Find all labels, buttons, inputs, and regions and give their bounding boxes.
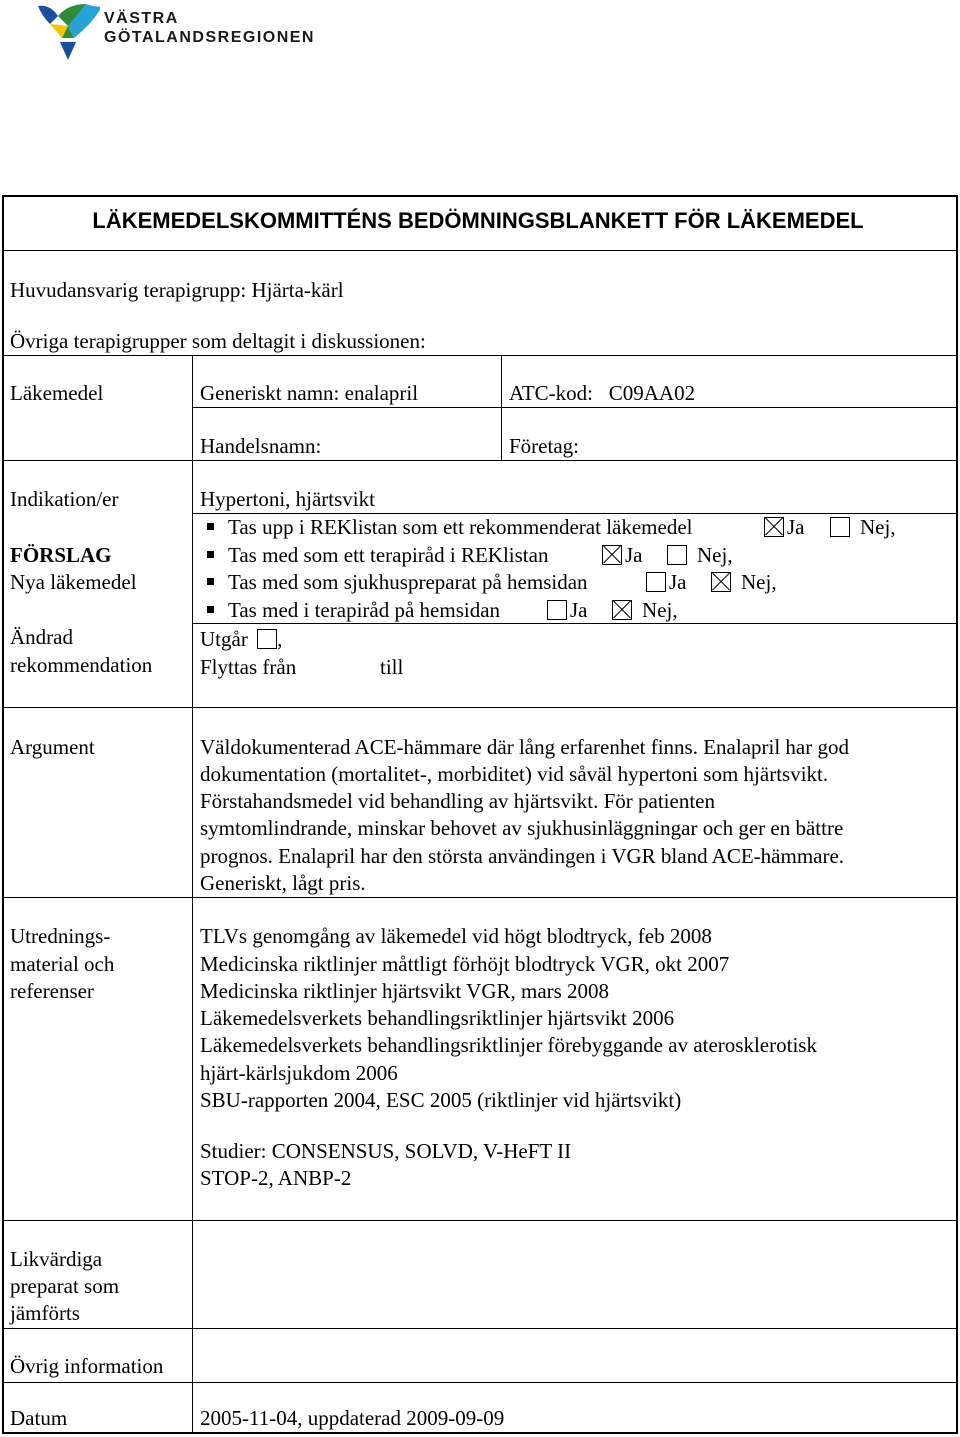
references-label-3: referenser	[10, 979, 94, 1003]
checkbox-nej[interactable]	[667, 545, 687, 565]
divider	[2, 355, 958, 356]
date-label: Datum	[10, 1406, 68, 1430]
reference-line: hjärt-kärlsjukdom 2006	[200, 1061, 398, 1085]
argument-line: prognos. Enalapril har den största användingen i VGR bland ACE-hämmare.	[200, 844, 845, 868]
ja-label: Ja	[669, 570, 687, 594]
references-label-2: material och	[10, 952, 115, 976]
main-therapy-group: Huvudansvarig terapigrupp: Hjärta-kärl	[10, 278, 344, 302]
utgar-label: Utgår	[200, 627, 248, 651]
indication-label: Indikation/er	[10, 487, 119, 511]
option-text: Tas med som ett terapiråd i REKlistan	[228, 543, 549, 567]
nej-label: Nej,	[697, 543, 733, 567]
bullet-icon	[207, 578, 214, 585]
nej-label: Nej,	[860, 515, 896, 539]
argument-line: Förstahandsmedel vid behandling av hjärtsvikt. För patienten	[200, 789, 715, 813]
utgar-row	[200, 626, 282, 653]
logo-text-line1: VÄSTRA	[104, 10, 179, 27]
checkbox-nej-checked[interactable]	[612, 600, 632, 620]
column-divider	[192, 355, 193, 1434]
other-info-label: Övrig information	[10, 1354, 164, 1378]
indication-value: Hypertoni, hjärtsvikt	[200, 487, 375, 511]
option-text: Tas upp i REKlistan som ett rekommenderat läkemedel	[228, 515, 693, 539]
vgr-logo	[36, 2, 336, 64]
reference-line: SBU-rapporten 2004, ESC 2005 (riktlinjer vid hjärtsvikt)	[200, 1088, 682, 1112]
nej-label: Nej,	[741, 570, 777, 594]
checkbox-ja[interactable]	[646, 572, 666, 592]
equivalent-label-2: preparat som	[10, 1274, 120, 1298]
other-therapy-groups: Övriga terapigrupper som deltagit i diskussionen:	[10, 329, 426, 353]
reference-line: Läkemedelsverkets behandlingsriktlinjer förebyggande av aterosklerotisk	[200, 1033, 817, 1057]
reference-line: Medicinska riktlinjer hjärtsvikt VGR, mars 2008	[200, 979, 610, 1003]
logo-text-line2: GÖTALANDSREGIONEN	[104, 29, 315, 46]
option-row	[207, 597, 500, 624]
argument-line: symtomlindrande, minskar behovet av sjukhusinläggningar och ger en bättre	[200, 816, 844, 840]
reference-line: Medicinska riktlinjer måttligt förhöjt blodtryck VGR, okt 2007	[200, 952, 730, 976]
ja-label: Ja	[625, 543, 643, 567]
argument-line: Väldokumenterad ACE-hämmare där lång erfarenhet finns. Enalapril har god	[200, 735, 850, 759]
column-divider	[501, 355, 502, 460]
divider	[2, 897, 958, 898]
bullet-icon	[207, 606, 214, 613]
reference-line: Läkemedelsverkets behandlingsriktlinjer hjärtsvikt 2006	[200, 1006, 675, 1030]
logo-emblem-icon	[36, 2, 100, 64]
studies-line: STOP-2, ANBP-2	[200, 1166, 352, 1190]
nej-label: Nej,	[642, 598, 678, 622]
studies-line: Studier: CONSENSUS, SOLVD, V-HeFT II	[200, 1139, 572, 1163]
changed-label: Ändrad	[10, 625, 73, 649]
divider	[192, 407, 958, 408]
checkbox-ja-checked[interactable]	[764, 517, 784, 537]
new-drugs-label: Nya läkemedel	[10, 570, 137, 594]
utgar-suffix: ,	[277, 627, 283, 651]
atc-code: ATC-kod: C09AA02	[509, 381, 696, 405]
reference-line: TLVs genomgång av läkemedel vid högt blodtryck, feb 2008	[200, 924, 712, 948]
checkbox-ja[interactable]	[547, 600, 567, 620]
recommendation-label: rekommendation	[10, 653, 153, 677]
argument-line: Generiskt, lågt pris.	[200, 871, 366, 895]
form-title: LÄKEMEDELSKOMMITTÉNS BEDÖMNINGSBLANKETT FÖR LÄKEMEDEL	[92, 208, 864, 233]
proposal-label: FÖRSLAG	[10, 543, 112, 567]
divider	[2, 1328, 958, 1329]
date-value: 2005-11-04, uppdaterad 2009-09-09	[200, 1406, 505, 1430]
divider	[2, 1382, 958, 1383]
equivalent-label-3: jämförts	[10, 1301, 80, 1325]
references-label-1: Utrednings-	[10, 924, 111, 948]
ja-label: Ja	[787, 515, 805, 539]
bullet-icon	[207, 523, 214, 530]
option-text: Tas med som sjukhuspreparat på hemsidan	[228, 570, 588, 594]
checkbox-nej-checked[interactable]	[711, 572, 731, 592]
argument-line: dokumentation (mortalitet-, morbiditet) vid såväl hypertoni som hjärtsvikt.	[200, 762, 829, 786]
trade-name: Handelsnamn:	[200, 434, 322, 458]
checkbox-utgar[interactable]	[257, 629, 277, 649]
till-label: till	[380, 655, 404, 679]
checkbox-nej[interactable]	[830, 517, 850, 537]
company: Företag:	[509, 434, 579, 458]
flyttas-label: Flyttas från	[200, 655, 297, 679]
divider	[2, 707, 958, 708]
option-text: Tas med i terapiråd på hemsidan	[228, 598, 501, 622]
checkbox-ja-checked[interactable]	[602, 545, 622, 565]
option-row	[207, 514, 693, 541]
option-row	[207, 569, 588, 596]
divider	[2, 460, 958, 461]
divider	[2, 1220, 958, 1221]
option-row	[207, 542, 548, 569]
divider	[2, 250, 958, 251]
argument-label: Argument	[10, 735, 95, 759]
equivalent-label-1: Likvärdiga	[10, 1247, 103, 1271]
ja-label: Ja	[570, 598, 588, 622]
generic-name: Generiskt namn: enalapril	[200, 381, 419, 405]
bullet-icon	[207, 551, 214, 558]
drug-label: Läkemedel	[10, 381, 104, 405]
